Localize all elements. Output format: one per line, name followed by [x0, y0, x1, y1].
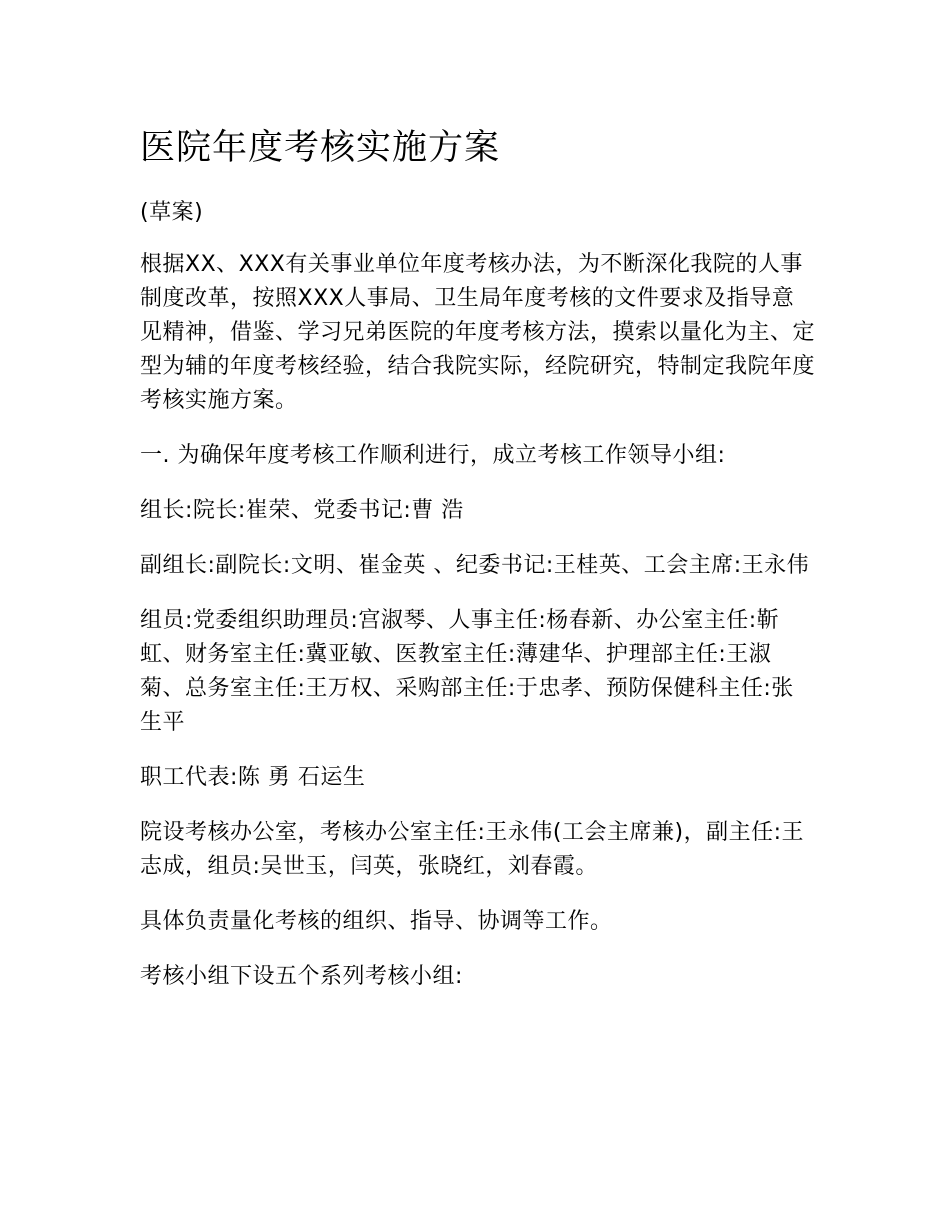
staff-representatives-line: 职工代表:陈 勇 石运生 [140, 765, 366, 790]
assessment-office-paragraph: 院设考核办公室，考核办公室主任:王永伟(工会主席兼)，副主任:王志成，组员:吴世玉，闫英，张晓红，刘春霞。 [140, 820, 804, 879]
document-title: 医院年度考核实施方案 [140, 128, 501, 168]
deputy-leader-line: 副组长:副院长:文明、崔金英 、纪委书记:王桂英、工会主席:王永伟 [140, 553, 810, 578]
subgroups-paragraph: 考核小组下设五个系列考核小组: [140, 964, 463, 989]
team-members-line: 组员:党委组织助理员:宫淑琴、人事主任:杨春新、办公室主任:靳虹、财务室主任:冀亚敏、医教室主任:薄建华、护理部主任:王淑菊、总务室主任:王万权、采购部主任:于忠孝、预防保健科主任:张生平 [140, 608, 794, 735]
team-leader-line: 组长:院长:崔荣、党委书记:曹 浩 [140, 498, 464, 523]
document-body [140, 122, 816, 1015]
document-subtitle: (草案) [140, 200, 204, 225]
intro-paragraph: 根据XX、XXX有关事业单位年度考核办法，为不断深化我院的人事制度改革，按照XXX人事局、卫生局年度考核的文件要求及指导意见精神，借鉴、学习兄弟医院的年度考核方法，摸索以量化为主、定型为辅的年度考核经验，结合我院实际，经院研究，特制定我院年度考核实施方案。 [140, 252, 816, 413]
responsibility-paragraph: 具体负责量化考核的组织、指导、协调等工作。 [140, 909, 613, 934]
section-one-heading: 一. 为确保年度考核工作顺利进行，成立考核工作领导小组: [140, 443, 726, 468]
